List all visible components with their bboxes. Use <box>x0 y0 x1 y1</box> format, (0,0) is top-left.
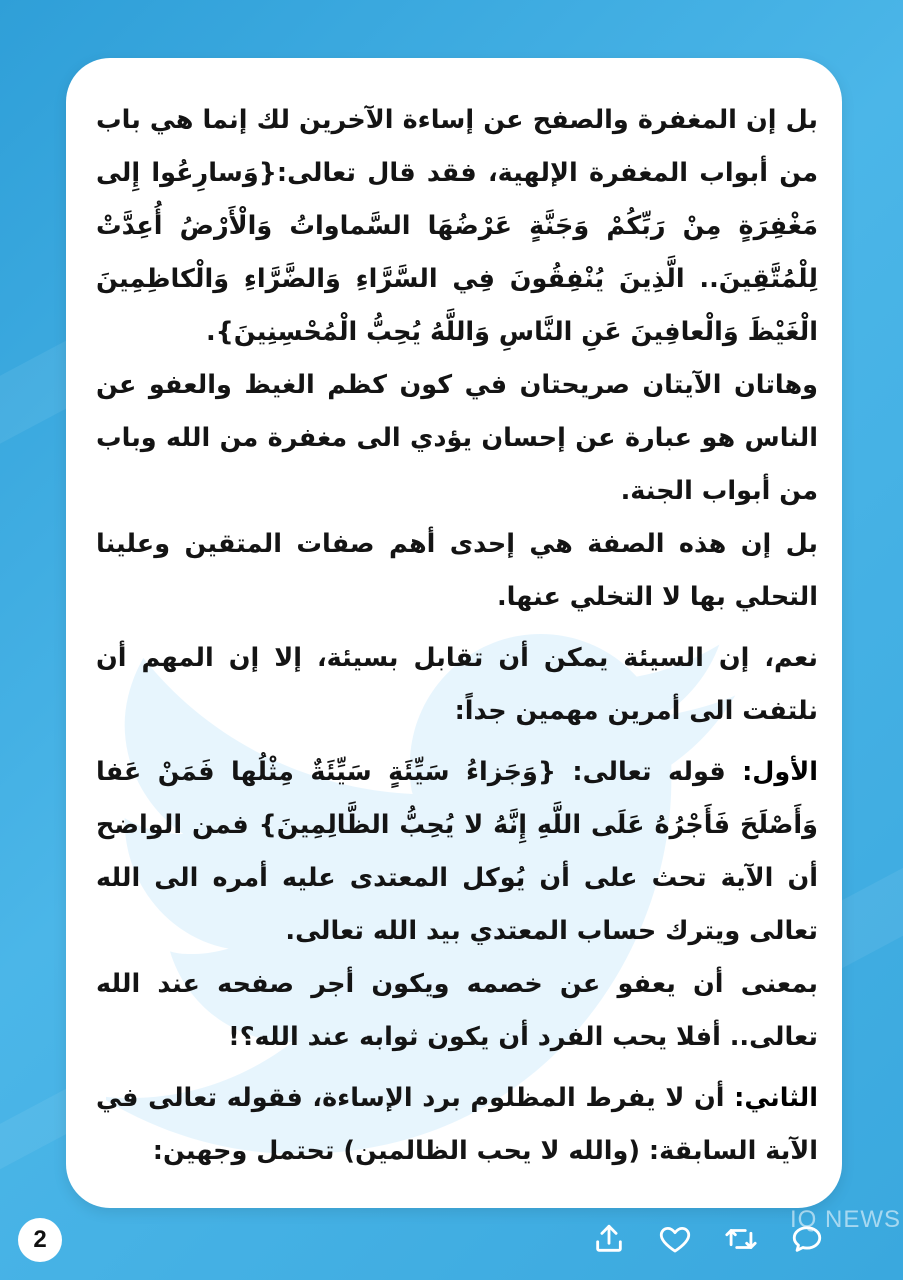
heart-icon <box>658 1222 692 1256</box>
paragraph-3: بل إن هذه الصفة هي إحدى أهم صفات المتقين وعلينا التحلي بها لا التخلي عنها. <box>96 529 818 612</box>
page-number-badge: 2 <box>18 1218 62 1262</box>
paragraph-4: نعم، إن السيئة يمكن أن تقابل بسيئة، إلا إن المهم أن نلتفت الى أمرين مهمين جداً: <box>96 643 818 726</box>
paragraph-1: بل إن المغفرة والصفح عن إساءة الآخرين لك إنما هي باب من أبواب المغفرة الإلهية، فقد قال تعالى:{وَسارِعُوا إِلى مَغْفِرَةٍ مِنْ رَبِّكُمْ وَجَنَّةٍ عَرْضُهَا السَّماواتُ وَالْأَرْضُ أُعِدَّتْ لِلْمُتَّقِينَ.. الَّذِينَ يُنْفِقُونَ فِي السَّرَّاءِ وَالضَّرَّاءِ وَالْكاظِمِينَ الْغَيْظَ وَالْعافِينَ عَنِ النَّاسِ وَاللَّهُ يُحِبُّ الْمُحْسِنِينَ}. <box>96 105 818 347</box>
retweet-icon <box>723 1222 759 1256</box>
paragraph-2: وهاتان الآيتان صريحتان في كون كظم الغيظ والعفو عن الناس هو عبارة عن إحسان يؤدي الى مغفرة من الله وباب من أبواب الجنة. <box>96 370 818 506</box>
retweet-button[interactable] <box>722 1220 760 1258</box>
paragraph-lead-second: الثاني: <box>734 1083 818 1113</box>
paragraph-5: الأول: قوله تعالى: {وَجَزاءُ سَيِّئَةٍ سَيِّئَةٌ مِثْلُها فَمَنْ عَفا وَأَصْلَحَ فَأَجْرُهُ عَلَى اللَّهِ إِنَّهُ لا يُحِبُّ الظَّالِمِينَ} فمن الواضح أن الآية تحث على أن يُوكل المعتدى عليه أمره الى الله تعالى ويترك حساب المعتدي بيد الله تعالى. <box>96 757 818 946</box>
share-icon <box>592 1222 626 1256</box>
paragraph-6: بمعنى أن يعفو عن خصمه ويكون أجر صفحه عند الله تعالى.. أفلا يحب الفرد أن يكون ثوابه عند الله؟! <box>96 969 818 1052</box>
watermark-text: IQ NEWS <box>790 1206 902 1233</box>
like-button[interactable] <box>656 1220 694 1258</box>
content-card <box>66 58 842 1208</box>
paragraph-lead-first: الأول: <box>742 757 818 787</box>
article-text <box>96 94 818 1178</box>
share-button[interactable] <box>590 1220 628 1258</box>
paragraph-7: الثاني: أن لا يفرط المظلوم برد الإساءة، فقوله تعالى في الآية السابقة: (والله لا يحب الظالمين) تحتمل وجهين: <box>96 1083 818 1166</box>
